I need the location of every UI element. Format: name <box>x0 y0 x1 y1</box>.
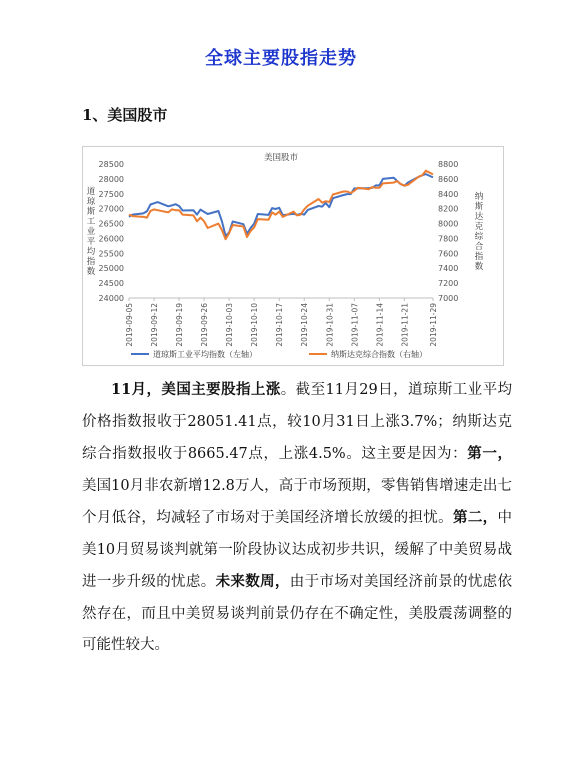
outlook-label: 未来数周， <box>215 573 290 590</box>
right-axis-tick-label: 8400 <box>438 189 459 199</box>
left-axis-tick-label: 28500 <box>98 160 124 169</box>
right-axis-tick-label: 7600 <box>438 249 459 259</box>
x-axis-tick-label: 2019-10-03 <box>225 303 235 347</box>
right-axis-tick-label: 8600 <box>438 174 459 184</box>
x-axis-tick-label: 2019-09-12 <box>150 303 160 347</box>
right-axis-tick-label: 8000 <box>438 219 459 229</box>
left-axis-tick-label: 24500 <box>98 279 124 289</box>
left-axis-label: 道琼斯工业平均指数 <box>86 187 96 277</box>
lead-bold-text: 11月，美国主要股指上涨 <box>111 381 281 398</box>
x-axis-tick-label: 2019-11-14 <box>375 303 385 347</box>
left-axis-tick-label: 27500 <box>98 189 124 199</box>
right-axis-tick-label: 7800 <box>438 234 459 244</box>
x-axis-tick-label: 2019-10-10 <box>250 303 260 347</box>
left-axis-tick-label: 27000 <box>98 204 124 214</box>
right-axis-tick-label: 7400 <box>438 264 459 274</box>
x-axis-tick-label: 2019-09-19 <box>175 303 185 347</box>
x-axis-tick-label: 2019-11-07 <box>350 303 360 347</box>
left-axis-tick-label: 25500 <box>98 249 124 259</box>
reason-second-label: 第二， <box>452 509 498 526</box>
x-axis-tick-label: 2019-10-17 <box>275 303 285 347</box>
right-axis-tick-label: 7200 <box>438 279 459 289</box>
right-axis-tick-label: 8800 <box>438 160 459 169</box>
section-heading: 1、美国股市 <box>82 106 168 124</box>
x-axis-tick-label: 2019-11-21 <box>400 303 410 347</box>
paragraph-body <box>82 374 512 662</box>
left-axis-tick-label: 28000 <box>98 174 124 184</box>
left-axis-tick-label: 24000 <box>98 294 124 303</box>
left-axis-tick-label: 26000 <box>98 234 124 244</box>
x-axis-tick-label: 2019-10-24 <box>300 303 310 347</box>
left-axis-tick-label: 25000 <box>98 264 124 274</box>
x-axis-tick-label: 2019-11-29 <box>429 303 438 347</box>
right-axis-label: 纳斯达克综合指数 <box>474 192 484 272</box>
us-stock-chart <box>82 146 504 366</box>
chart-svg <box>83 147 503 365</box>
paragraph-text-3: 中美10月贸易谈判就第一阶段协议达成初步共识，缓解了中美贸易战进一步升级的忧虑。 <box>82 510 513 590</box>
x-axis-tick-label: 2019-09-26 <box>200 303 210 347</box>
x-axis-tick-label: 2019-09-05 <box>125 303 134 347</box>
legend-label: 道琼斯工业平均指数（左轴） <box>153 350 257 359</box>
chart-title: 美国股市 <box>263 153 299 163</box>
legend-label: 纳斯达克综合指数（右轴） <box>331 350 427 359</box>
paragraph-text-2: 美国10月非农新增12.8万人，高于市场预期，零售销售增速走出七个月低谷，均减轻了市场对于美国经济增长放缓的担忧。 <box>82 477 512 526</box>
x-axis-tick-label: 2019-10-31 <box>325 303 335 347</box>
right-axis-tick-label: 8200 <box>438 204 459 214</box>
left-axis-tick-label: 26500 <box>98 219 124 229</box>
document-title: 全球主要股指走势 <box>205 48 357 69</box>
analysis-paragraph <box>82 374 512 662</box>
paragraph-text-4: 由于市场对美国经济前景的忧虑依然存在，而且中美贸易谈判前景仍存在不确定性，美股震荡调整的可能性较大。 <box>82 574 513 653</box>
right-axis-tick-label: 7000 <box>438 294 459 303</box>
paragraph-text-1: 。截至11月29日，道琼斯工业平均价格指数报收于28051.41点，较10月31日上涨3.7%；纳斯达克综合指数报收于8665.47点，上涨4.5%。这主要是因为： <box>82 382 512 462</box>
reason-first-label: 第一， <box>467 445 512 462</box>
